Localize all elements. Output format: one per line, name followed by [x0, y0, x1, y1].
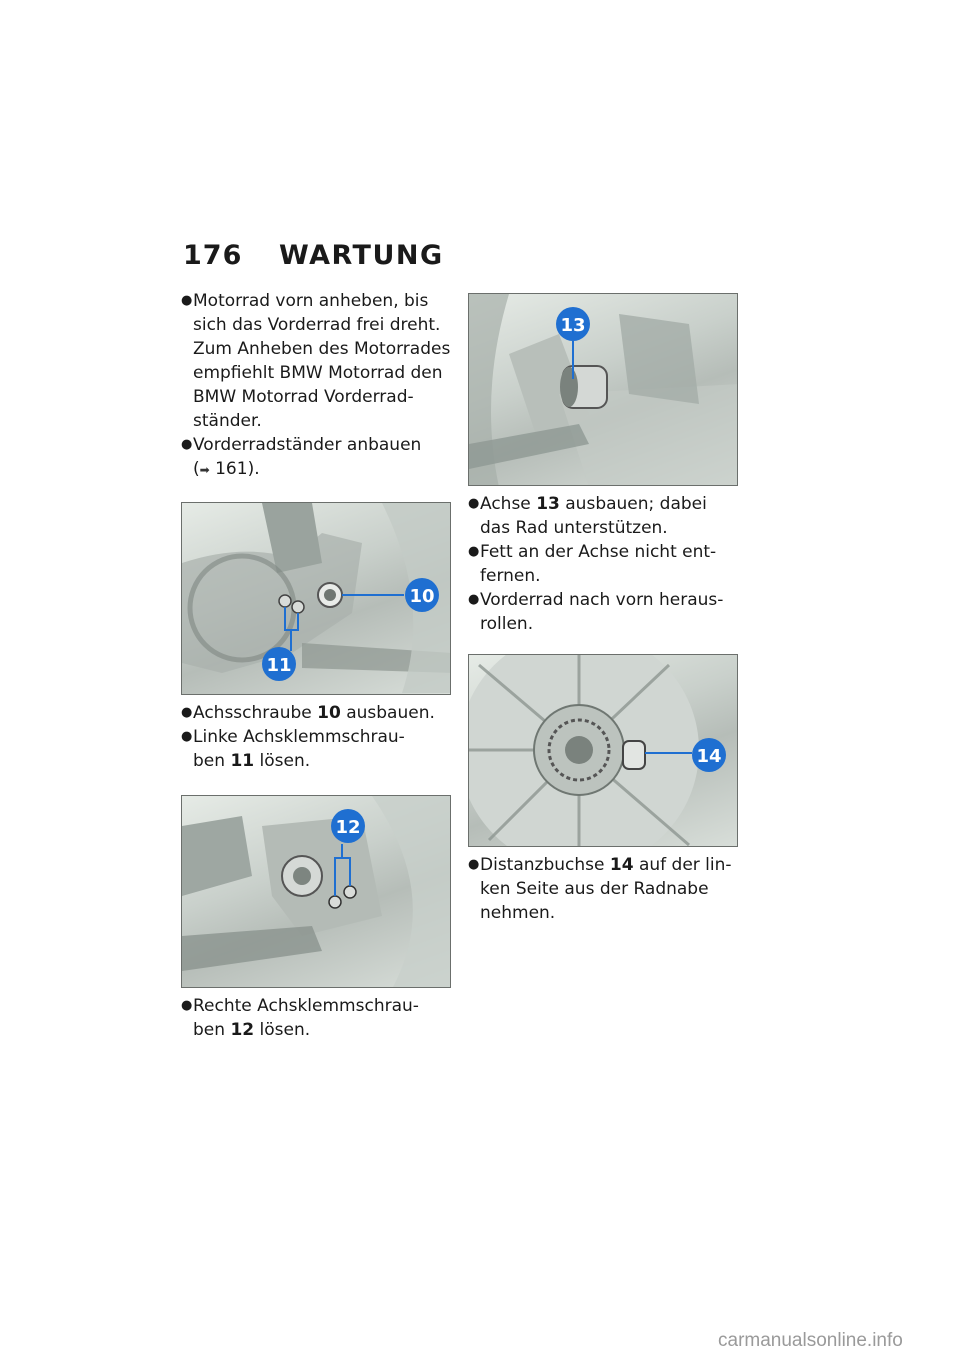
axle-removal-illustration	[469, 294, 738, 486]
step-text: rollen.	[480, 614, 534, 634]
step-lift-motorcycle	[181, 289, 451, 433]
bullet-icon: ●	[468, 592, 480, 607]
step-loosen-right-clamp: ● Rechte Achsklemmschrau- ben 12 lösen.	[181, 994, 451, 1042]
step-text: Fett an der Achse nicht ent-	[480, 542, 717, 562]
step-text: nehmen.	[480, 903, 556, 923]
step-text: ken Seite aus der Radnabe	[480, 879, 709, 899]
part-number: 13	[536, 494, 560, 514]
step-roll-wheel	[468, 588, 738, 636]
section-title: WARTUNG	[279, 240, 444, 271]
step-text: Linke Achsklemmschrau-	[193, 727, 405, 747]
page-number: 176	[183, 240, 243, 271]
step-text: Vorderradständer anbauen	[193, 435, 422, 455]
figure-spacer	[468, 654, 738, 847]
bullet-icon: ●	[468, 544, 480, 559]
step-text: Zum Anheben des Motorrades	[193, 339, 451, 359]
step-loosen-left-clamp: ● Linke Achsklemmschrau- ben 11 lösen.	[181, 725, 451, 773]
bullet-icon: ●	[181, 998, 193, 1013]
step-mount-stand	[181, 433, 451, 482]
svg-text:14: 14	[696, 746, 722, 767]
left-column	[181, 289, 451, 1042]
page-reference-number: 161	[215, 459, 248, 479]
spacer-illustration	[469, 655, 738, 847]
right-column	[468, 293, 738, 925]
bullet-icon: ●	[181, 729, 193, 744]
figure-axle	[468, 293, 738, 486]
svg-text:11: 11	[266, 655, 292, 676]
page-header	[183, 240, 444, 280]
part-number: 12	[230, 1020, 255, 1040]
figure-axle-screw	[181, 502, 451, 695]
svg-text:12: 12	[335, 817, 361, 838]
step-text: das Rad unterstützen.	[480, 518, 668, 538]
step-text: Vorderrad nach vorn heraus-	[480, 590, 724, 610]
part-number: 11	[230, 751, 255, 771]
svg-text:13: 13	[560, 315, 586, 336]
step-text: empfiehlt BMW Motorrad den	[193, 363, 443, 383]
bullet-icon: ●	[468, 496, 480, 511]
clamp-illustration	[182, 796, 451, 988]
step-text: BMW Motorrad Vorderrad-	[193, 387, 414, 407]
step-remove-spacer: ● Distanzbuchse 14 auf der lin- ken Seite aus der Radnabe nehmen.	[468, 853, 738, 925]
page-reference[interactable]: (➡ 161).	[193, 459, 260, 479]
part-number: 10	[317, 703, 341, 723]
step-keep-grease	[468, 540, 738, 588]
axle-illustration	[182, 503, 451, 695]
bullet-icon: ●	[181, 437, 193, 452]
bullet-icon: ●	[181, 705, 193, 720]
bullet-icon: ●	[468, 857, 480, 872]
step-remove-axle: ● Achse 13 ausbauen; dabei das Rad unterstützen.	[468, 492, 738, 540]
step-text: Motorrad vorn anheben, bis	[193, 291, 429, 311]
svg-text:10: 10	[409, 586, 435, 607]
watermark: carmanualsonline.info	[718, 1330, 903, 1351]
step-remove-axle-screw: ● Achsschraube 10 ausbauen.	[181, 703, 435, 723]
bullet-icon: ●	[181, 293, 193, 308]
step-text: sich das Vorderrad frei dreht.	[193, 315, 441, 335]
arrow-right-icon: ➡	[199, 463, 210, 477]
callout-10	[342, 578, 439, 612]
step-text: ständer.	[193, 411, 262, 431]
step-text: fernen.	[480, 566, 541, 586]
figure-right-clamp	[181, 795, 451, 988]
step-text: Rechte Achsklemmschrau-	[193, 996, 419, 1016]
part-number: 14	[609, 855, 634, 875]
